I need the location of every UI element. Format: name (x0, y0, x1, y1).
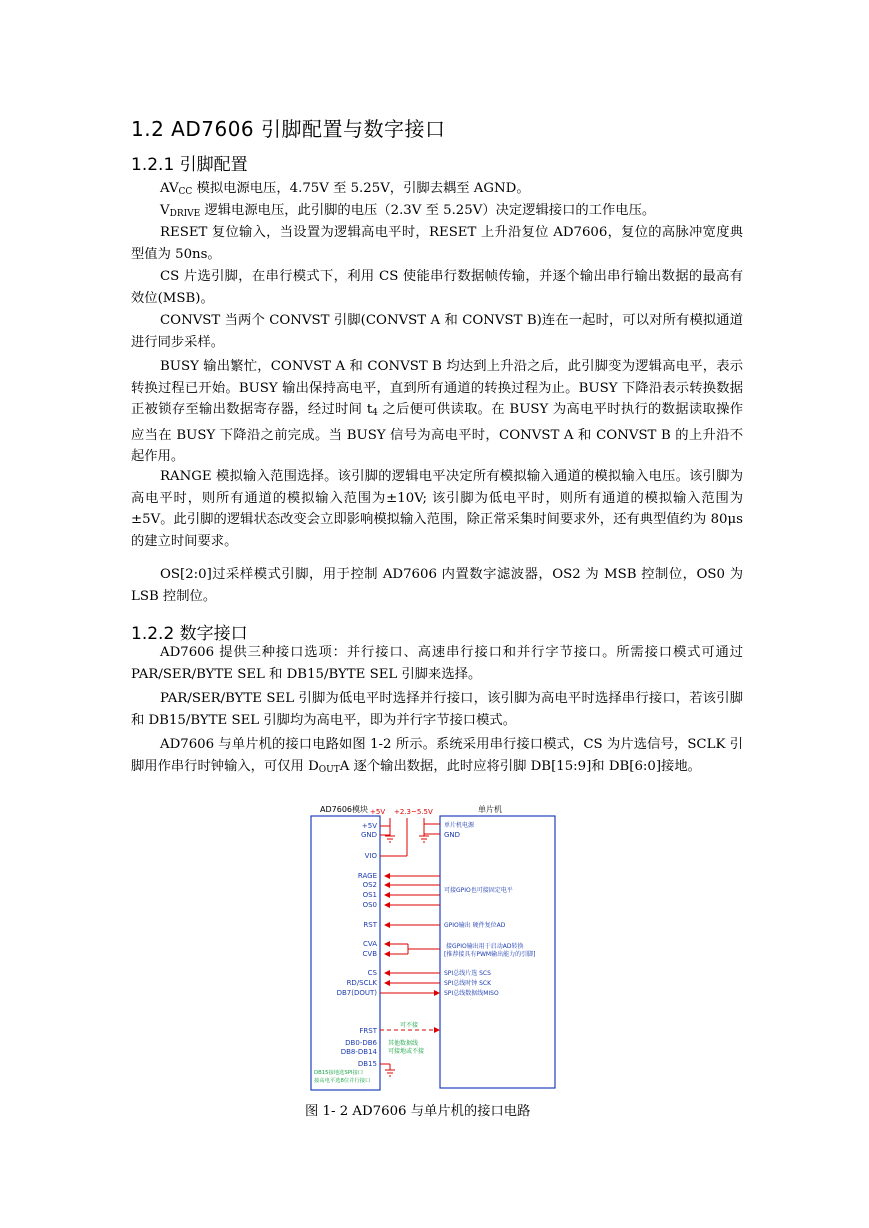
wire-cv-join (408, 944, 440, 954)
pin-db15: DB15 (357, 1060, 377, 1068)
pin-cvb: CVB (362, 950, 377, 958)
para-vdrive: $V_{DRIVE}$ 逻辑电源电压，此引脚的电压（2.3V 至 5.25V）决定逻辑接口的工作电压。 (160, 203, 656, 219)
figure-vio-range-label: +2.3~5.5V (394, 808, 433, 816)
pin-5v: +5V (361, 822, 377, 830)
note-db15-1: DB15接地选SPI接口 (314, 1070, 364, 1076)
interface-circuit-figure (308, 802, 560, 1092)
para-os: OS[2:0]过采样模式引脚，用于控制 AD7606 内置数字滤波器，OS2 为 MSB 控制位，OS0 为 LSB 控制位。 (131, 567, 743, 604)
para-range: RANGE 模拟输入范围选择。该引脚的逻辑电平决定所有模拟输入通道的模拟输入电压。该引脚为高电平时，则所有通道的模拟输入范围为±10V; 该引脚为低电平时，则所有通道的模拟输入范围为±5V。此引脚的逻辑状态改变会立即影响模拟输入范围，除正常采集时间要求外，还有典型值约为 80μs 的建立时间要求。 (131, 469, 743, 549)
pin-vio: VIO (364, 852, 377, 860)
subsection-title-interface: 1.2.2 数字接口 (131, 624, 248, 644)
arrow-frst (434, 1027, 440, 1033)
arrow-dout (434, 990, 440, 996)
figure-ad7606-title: AD7606模块 (320, 805, 368, 814)
pin-rst: RST (363, 921, 377, 929)
note-spi-clk: SPI总线时钟 SCK (444, 980, 492, 987)
pin-db7-dout: DB7(DOUT) (336, 989, 377, 997)
pin-os0: OS0 (362, 901, 377, 909)
para-interface-options: AD7606 提供三种接口选项：并行接口、高速串行接口和并行字节接口。所需接口模式可通过 PAR/SER/BYTE SEL 和 DB15/BYTE SEL 引脚来选择。 (131, 645, 743, 682)
pin-frst: FRST (359, 1027, 377, 1035)
pin-gnd: GND (360, 831, 377, 839)
pin-cva: CVA (362, 940, 377, 948)
subsection-title-pins: 1.2.1 引脚配置 (131, 155, 248, 175)
para-avcc: $AV_{CC}$ 模拟电源电压，4.75V 至 5.25V，引脚去耦至 AGND。 (160, 181, 530, 197)
para-busy: BUSY 输出繁忙，CONVST A 和 CONVST B 均达到上升沿之后，此引脚变为逻辑高电平，表示转换过程已开始。BUSY 输出保持高电平，直到所有通道的转换过程为止。BUSY 下降沿表示转换数据正被锁存至输出数据寄存器，经过时间 $t_4$ 之后便可供读取。在 BUSY 为高电平时执行的数据读取操作应当在 BUSY 下降沿之前完成。当 BUSY 信号为高电平时，CONVST A 和 CONVST B 的上升沿不起作用。 (131, 359, 743, 465)
note-other-data-2: 可接地或不接 (388, 1048, 425, 1055)
pin-rage: RAGE (357, 872, 377, 880)
note-convst-1: 接GPIO输出用于启动AD转换 (446, 943, 524, 950)
pin-rd-sclk: RD/SCLK (346, 979, 377, 987)
pin-os1: OS1 (362, 891, 377, 899)
pin-cs: CS (367, 969, 377, 977)
ground-symbol-2 (419, 836, 429, 842)
para-cs: CS 片选引脚，在串行模式下，利用 CS 使能串行数据帧传输，并逐个输出串行输出数据的最高有效位(MSB)。 (131, 269, 743, 306)
para-mcu-interface: AD7606 与单片机的接口电路如图 1-2 所示。系统采用串行接口模式，CS 为片选信号，SCLK 引脚用作串行时钟输入，可仅用 $D_{OUT}A$ 逐个输出数据，此时应将引脚 DB[15:9]和 DB[6:0]接地。 (131, 737, 743, 775)
note-mcu-power: 单片机电源 (444, 822, 475, 829)
note-gpio-reset: GPIO输出 硬件复位AD (444, 922, 506, 929)
figure-caption: 图 1- 2 AD7606 与单片机的接口电路 (305, 1104, 531, 1119)
section-title: 1.2 AD7606 引脚配置与数字接口 (131, 117, 446, 141)
figure-mcu-title: 单片机 (478, 805, 502, 814)
figure-5v-label: +5V (370, 808, 386, 816)
note-convst-2: [推荐接具有PWM输出能力的引脚] (444, 951, 536, 958)
pin-db0-db6: DB0-DB6 (345, 1039, 377, 1047)
ground-symbol-3 (385, 1070, 395, 1076)
pin-db8-db14: DB8-DB14 (340, 1048, 377, 1056)
note-other-data-1: 其他数据线 (388, 1040, 419, 1047)
note-optional: 可不接 (400, 1022, 419, 1029)
note-spi-miso: SPI总线数据线MISO (444, 990, 499, 997)
note-db15-2: 接高电平选8位并行接口 (314, 1078, 371, 1084)
note-mcu-gnd: GND (444, 831, 461, 839)
para-reset: RESET 复位输入，当设置为逻辑高电平时，RESET 上升沿复位 AD7606，复位的高脉冲宽度典型值为 50ns。 (131, 225, 743, 262)
para-par-ser-sel: PAR/SER/BYTE SEL 引脚为低电平时选择并行接口，该引脚为高电平时选择串行接口，若该引脚和 DB15/BYTE SEL 引脚均为高电平，即为并行字节接口模式。 (131, 691, 743, 728)
note-spi-cs: SPI总线片选 SCS (444, 970, 491, 977)
pin-os2: OS2 (362, 881, 377, 889)
ground-symbol-1 (385, 836, 395, 842)
para-convst: CONVST 当两个 CONVST 引脚(CONVST A 和 CONVST B)连在一起时，可以对所有模拟通道进行同步采样。 (131, 313, 743, 350)
note-gpio-fixed: 可接GPIO也可接固定电平 (444, 887, 513, 894)
